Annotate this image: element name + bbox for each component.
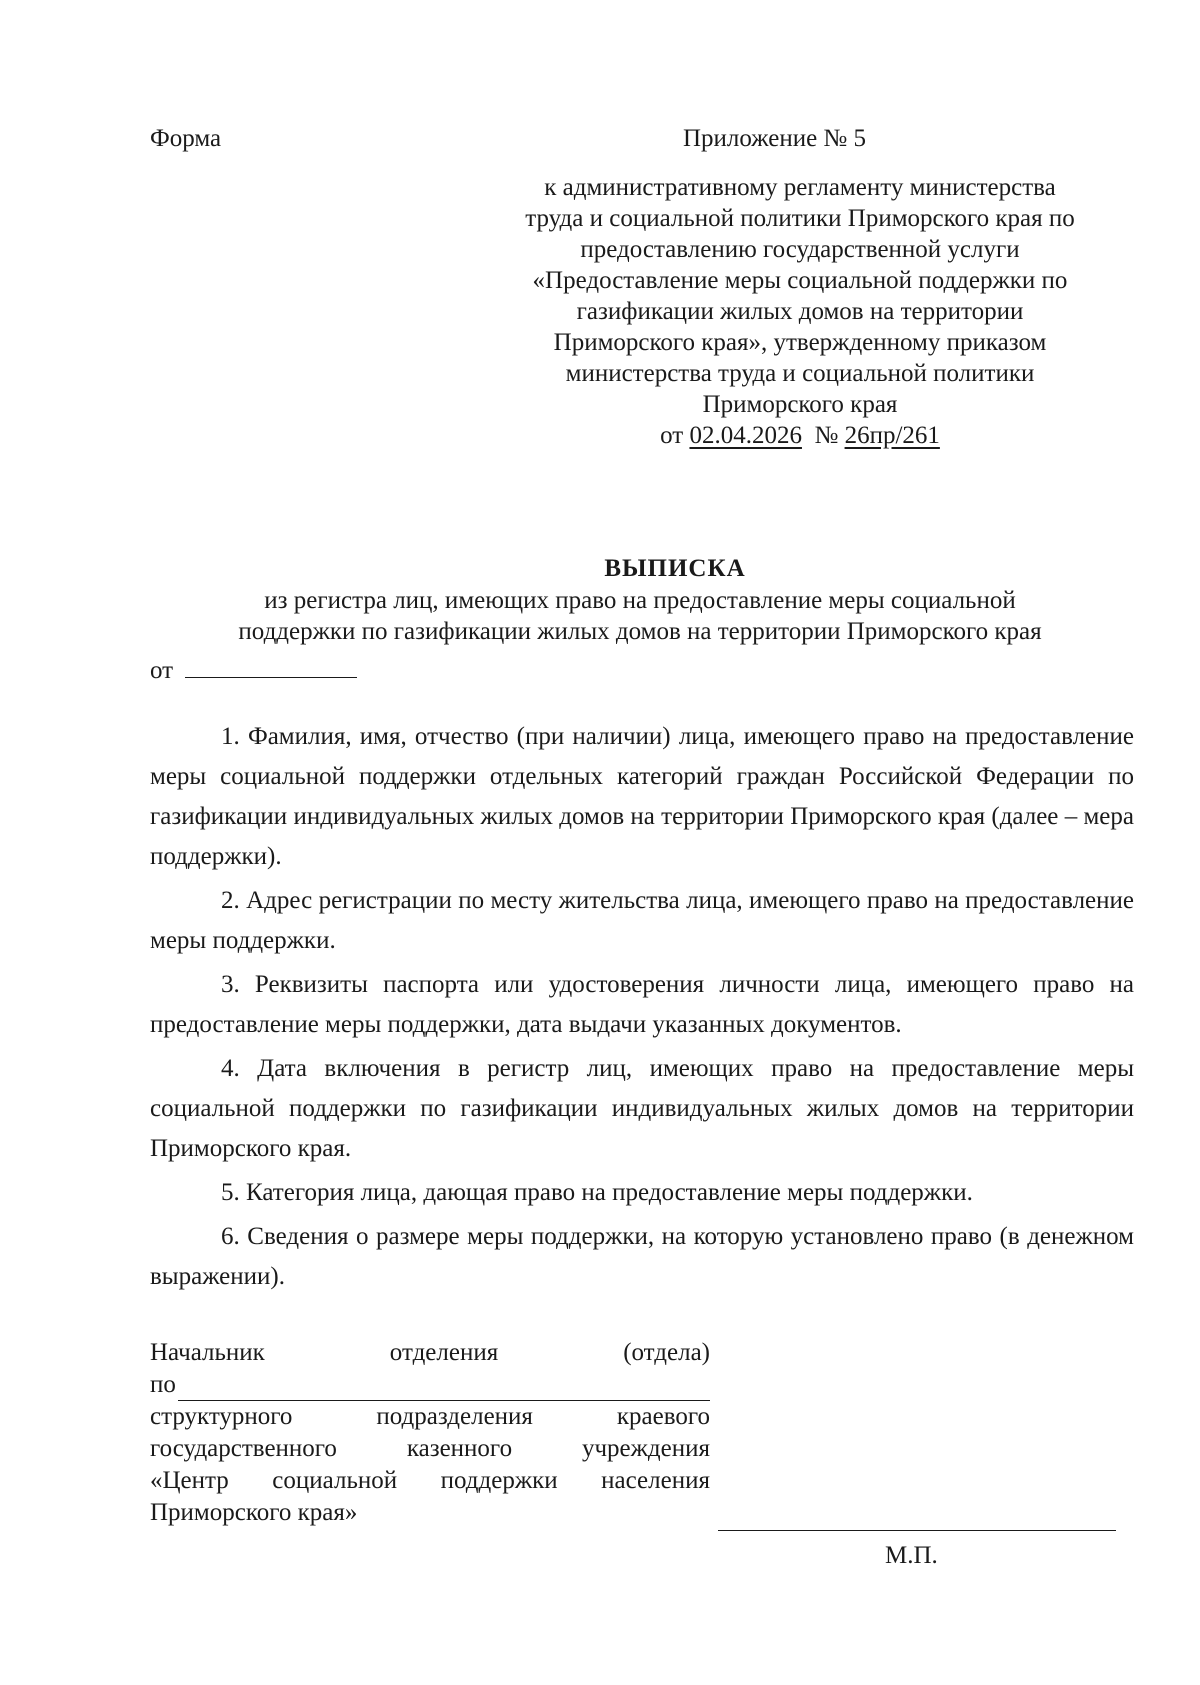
- signature-line: [150, 1433, 710, 1465]
- signature-word: по: [150, 1371, 176, 1398]
- appendix-description: [440, 172, 1160, 451]
- subtitle-line: поддержки по газификации жилых домов на территории Приморского края: [238, 618, 1042, 645]
- signature-word: Начальник: [150, 1339, 265, 1366]
- document-subtitle: [140, 585, 1140, 647]
- appendix-title: Приложение № 5: [683, 125, 867, 152]
- form-label: Форма: [150, 125, 222, 152]
- list-item: 4. Дата включения в регистр лиц, имеющих право на предоставление меры социальной поддержки по газификации индивидуальных жилых домов на территории Приморского края.: [150, 1055, 1134, 1162]
- signature-word: казенного: [406, 1435, 513, 1462]
- list-item: 6. Сведения о размере меры поддержки, на которую установлено право (в денежном выражении).: [150, 1223, 1134, 1290]
- signature-word: «Центр: [150, 1467, 229, 1494]
- appendix-line: труда и социальной политики Приморского края по: [525, 205, 1075, 232]
- list-item: 2. Адрес регистрации по месту жительства лица, имеющего право на предоставление меры поддержки.: [150, 887, 1134, 954]
- date-blank-field: [185, 651, 357, 678]
- list-item: 1. Фамилия, имя, отчество (при наличии) лица, имеющего право на предоставление меры социальной поддержки отдельных категорий граждан Российской Федерации по газификации индивидуальных жилых домов на территории Приморского края (далее – мера поддержки).: [150, 723, 1134, 870]
- signature-line: [150, 1465, 710, 1497]
- appendix-line: «Предоставление меры социальной поддержки по: [532, 267, 1068, 294]
- department-blank-field: [178, 1374, 710, 1401]
- order-prefix: от: [660, 422, 684, 449]
- subtitle-line: из регистра лиц, имеющих право на предоставление меры социальной: [264, 587, 1016, 614]
- appendix-line: предоставлению государственной услуги: [580, 236, 1020, 263]
- signature-word: отделения: [389, 1339, 499, 1366]
- appendix-line: министерства труда и социальной политики: [565, 360, 1035, 387]
- list-item: 3. Реквизиты паспорта или удостоверения личности лица, имеющего право на предоставление меры поддержки, дата выдачи указанных документов.: [150, 971, 1134, 1038]
- appendix-line: Приморского края», утвержденному приказом: [553, 329, 1047, 356]
- signature-line: [150, 1337, 710, 1369]
- signature-word: структурного: [150, 1403, 293, 1430]
- date-prefix: от: [150, 657, 174, 684]
- signature-word: социальной: [272, 1467, 398, 1494]
- list-item: 5. Категория лица, дающая право на предоставление меры поддержки.: [221, 1179, 973, 1206]
- signature-blank-line: [718, 1530, 1116, 1531]
- signature-word: государственного: [150, 1435, 337, 1462]
- stamp-place-label: М.П.: [885, 1542, 938, 1569]
- order-number-prefix: №: [814, 422, 839, 449]
- signature-line: [150, 1401, 710, 1433]
- order-number: 26пр/261: [844, 422, 940, 449]
- signature-po-line: [150, 1369, 710, 1401]
- appendix-line: газификации жилых домов на территории: [576, 298, 1024, 325]
- order-date: 02.04.2026: [689, 422, 802, 449]
- signature-word: населения: [601, 1467, 710, 1494]
- extract-date-line: [150, 651, 357, 686]
- signature-line: Приморского края»: [150, 1499, 358, 1526]
- items-list: [150, 717, 1134, 1301]
- signature-block: [150, 1337, 710, 1529]
- appendix-line: Приморского края: [702, 391, 898, 418]
- signature-word: поддержки: [440, 1467, 558, 1494]
- order-reference: [440, 420, 1160, 451]
- signature-word: (отдела): [623, 1339, 710, 1366]
- document-title: ВЫПИСКА: [604, 555, 746, 582]
- signature-word: краевого: [616, 1403, 710, 1430]
- appendix-line: к административному регламенту министерства: [544, 174, 1056, 201]
- signature-word: учреждения: [581, 1435, 710, 1462]
- signature-word: подразделения: [376, 1403, 533, 1430]
